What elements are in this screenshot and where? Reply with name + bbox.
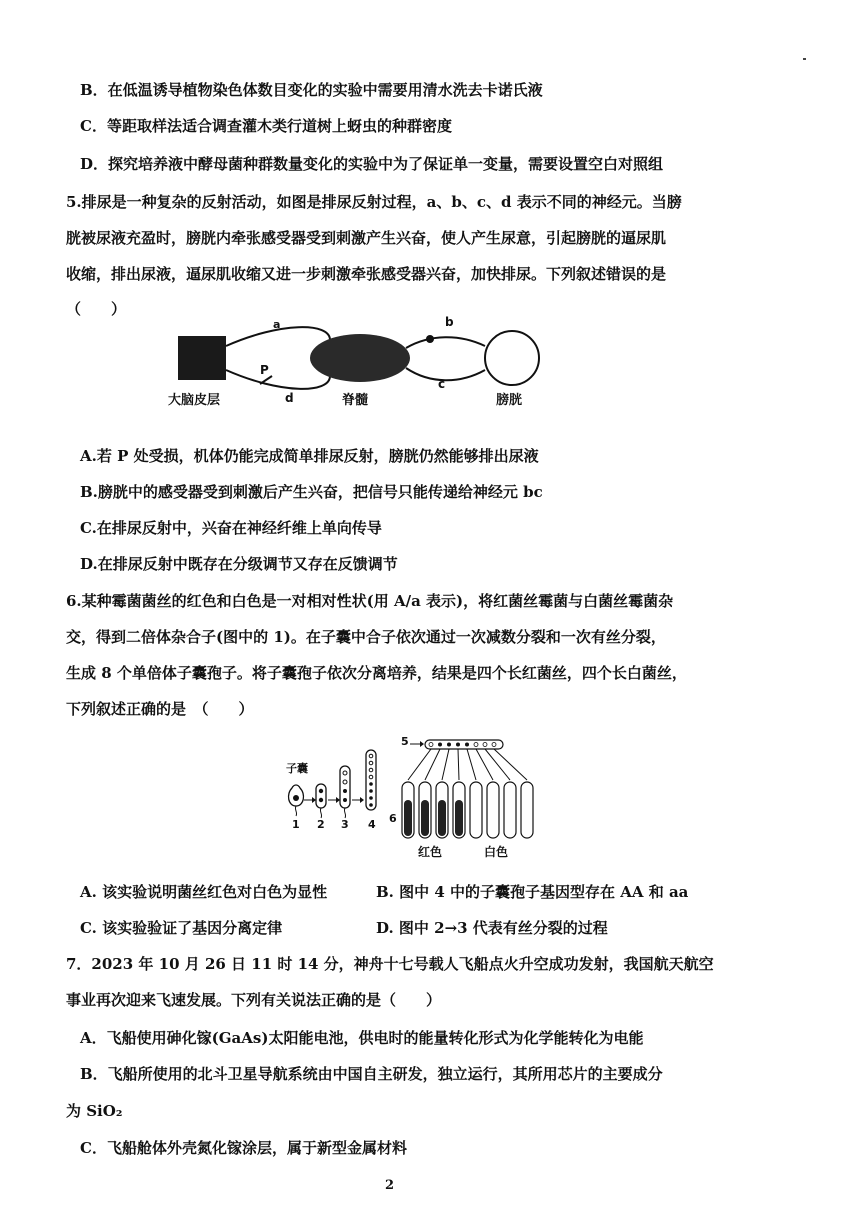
red-label: 红色 (418, 845, 443, 859)
q7-option-c: C．飞船舱体外壳氮化镓涂层，属于新型金属材料 (80, 1139, 407, 1157)
ascus-stage-4 (366, 750, 376, 810)
stage-number-1: 1 (292, 818, 300, 831)
q4-option-c: C．等距取样法适合调查灌木类行道树上蚜虫的种群密度 (80, 117, 452, 135)
page-number: 2 (385, 1178, 395, 1193)
ascus-stage-2 (316, 784, 326, 808)
stage-number-3: 3 (341, 818, 349, 831)
spinal-cord-label: 脊髓 (342, 393, 369, 408)
bladder-shape (485, 331, 539, 385)
q5-stem-line-4: （ ） (66, 300, 127, 318)
q7-stem-line-2: 事业再次迎来飞速发展。下列有关说法正确的是（ ） (66, 991, 442, 1009)
bladder-label: 膀胱 (496, 393, 523, 408)
label-5: 5 (401, 735, 409, 748)
culture-tubes (402, 782, 533, 838)
q5-stem-line-3: 收缩，排出尿液，逼尿肌收缩又进一步刺激牵张感受器兴奋，加快排尿。下列叙述错误的是 (66, 265, 667, 283)
q5-option-c: C.在排尿反射中，兴奋在神经纤维上单向传导 (80, 519, 382, 537)
neuron-d-path (226, 370, 330, 389)
ascus-spore-row (425, 740, 503, 749)
spinal-cord-shape (310, 334, 410, 382)
q6-stem-line-2: 交，得到二倍体杂合子(图中的 1)。在子囊中合子依次通过一次减数分裂和一次有丝分裂， (66, 628, 666, 646)
neuron-c-path (406, 368, 485, 380)
q7-option-b-line-2: 为 SiO₂ (66, 1102, 123, 1120)
q6-stem-line-4: 下列叙述正确的是 （ ） (66, 700, 254, 718)
scan-speck (803, 58, 806, 60)
q6-stem-line-1: 6.某种霉菌菌丝的红色和白色是一对相对性状(用 A/a 表示)，将红菌丝霉菌与白菌丝霉菌杂 (66, 592, 674, 610)
label-p: P (260, 363, 269, 377)
lesion-mark-p (260, 376, 272, 384)
q5-option-b: B.膀胱中的感受器受到刺激后产生兴奋，把信号只能传递给神经元 bc (80, 483, 543, 501)
white-label: 白色 (484, 845, 509, 859)
q6-option-b: B. 图中 4 中的子囊孢子基因型存在 AA 和 aa (376, 883, 689, 901)
stage-number-4: 4 (368, 818, 376, 831)
q6-option-d: D. 图中 2→3 代表有丝分裂的过程 (376, 919, 608, 937)
label-6: 6 (389, 812, 397, 825)
neuron-b-path (406, 337, 485, 348)
label-c: c (438, 377, 446, 391)
neuron-b-cell-body (426, 335, 434, 343)
ascus-label: 子囊 (286, 762, 308, 775)
brain-cortex-label: 大脑皮层 (168, 393, 221, 408)
spore-dots (429, 743, 496, 747)
q6-option-c: C. 该实验验证了基因分离定律 (80, 919, 283, 937)
brain-cortex-block (178, 336, 226, 380)
label-a: a (273, 318, 281, 331)
q7-option-b-line-1: B．飞船所使用的北斗卫星导航系统由中国自主研发，独立运行，其所用芯片的主要成分 (80, 1065, 663, 1083)
q5-stem-line-2: 胱被尿液充盈时，膀胱内牵张感受器受到刺激产生兴奋，使人产生尿意，引起膀胱的逼尿肌 (66, 229, 667, 247)
q5-option-d: D.在排尿反射中既存在分级调节又存在反馈调节 (80, 555, 398, 573)
stage-number-2: 2 (317, 818, 325, 831)
q4-option-d: D．探究培养液中酵母菌种群数量变化的实验中为了保证单一变量，需要设置空白对照组 (80, 155, 664, 173)
q5-option-a: A.若 P 处受损，机体仍能完成简单排尿反射，膀胱仍然能够排出尿液 (80, 447, 539, 465)
label-b: b (445, 315, 454, 329)
q4-option-b: B．在低温诱导植物染色体数目变化的实验中需要用清水洗去卡诺氏液 (80, 81, 543, 99)
q6-option-a: A. 该实验说明菌丝红色对白色为显性 (80, 883, 328, 901)
reflex-arc-diagram (160, 308, 560, 416)
q7-option-a: A．飞船使用砷化镓(GaAs)太阳能电池，供电时的能量转化形式为化学能转化为电能 (80, 1029, 644, 1047)
label-d: d (285, 391, 294, 405)
ascus-spore-diagram (280, 730, 540, 862)
q6-stem-line-3: 生成 8 个单倍体子囊孢子。将子囊孢子依次分离培养，结果是四个长红菌丝，四个长白菌丝， (66, 664, 687, 682)
q5-stem-line-1: 5.排尿是一种复杂的反射活动，如图是排尿反射过程，a、b、c、d 表示不同的神经元。当膀 (66, 193, 682, 211)
q7-stem-line-1: 7．2023 年 10 月 26 日 11 时 14 分，神舟十七号载人飞船点火升空成功发射，我国航天航空 (66, 955, 714, 973)
spore-arrows (408, 749, 527, 780)
